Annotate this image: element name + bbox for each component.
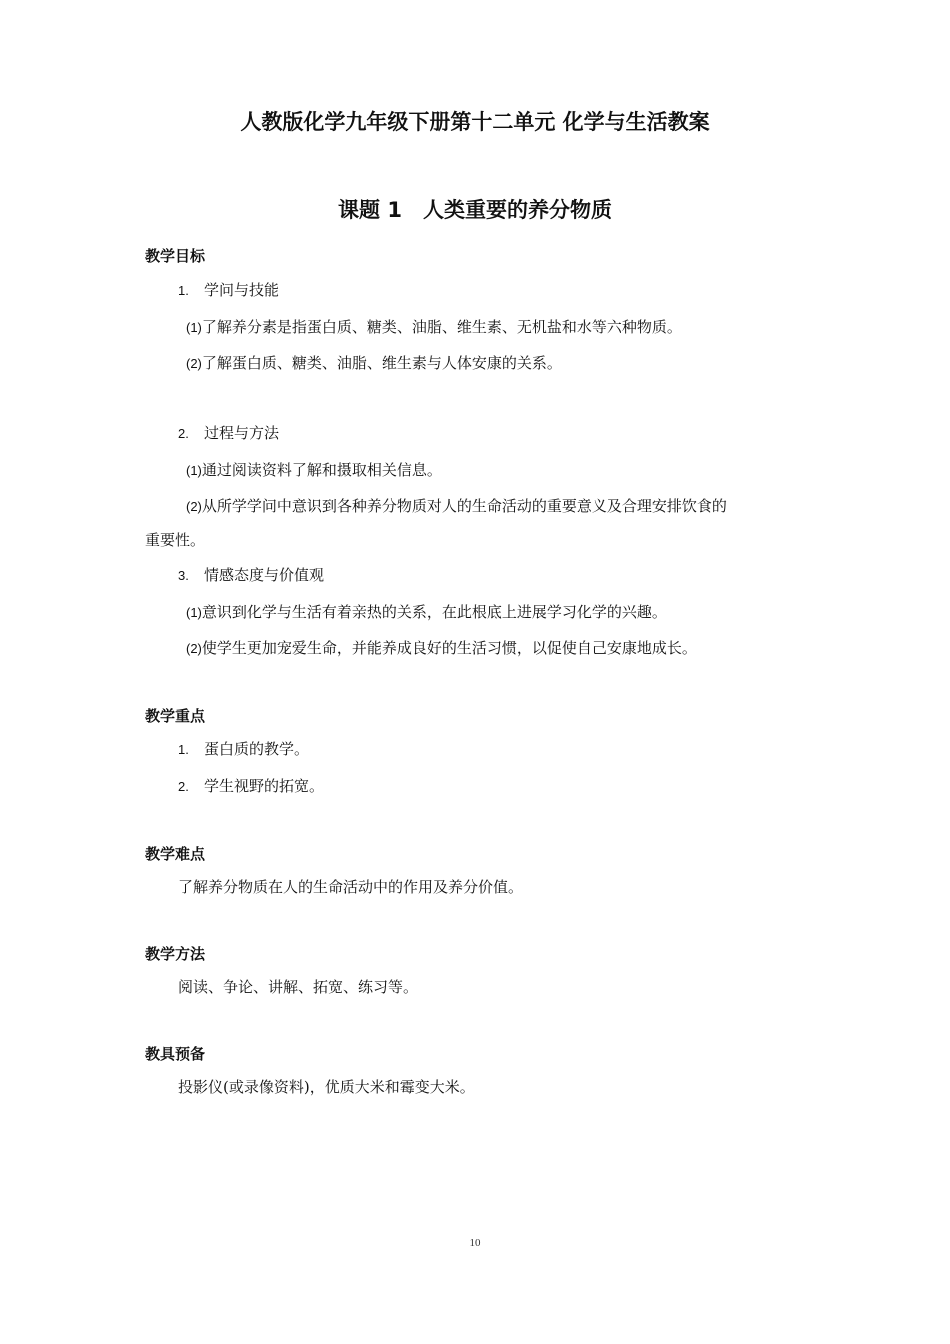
- objective-label: 过程与方法: [204, 424, 280, 442]
- key-point-text: 学生视野的拓宽。: [204, 777, 325, 795]
- objective-point: [186, 601, 667, 622]
- objective-label: 情感态度与价值观: [204, 566, 325, 584]
- key-point-number: 1.: [178, 742, 189, 757]
- objective-point: [186, 352, 562, 373]
- objective-point: [186, 637, 697, 658]
- document-title: 人教版化学九年级下册第十二单元 化学与生活教案: [240, 110, 710, 134]
- objective-item: [178, 279, 279, 300]
- objective-number: 2.: [178, 426, 189, 441]
- methods-heading: 教学方法: [145, 945, 206, 963]
- objective-item: [178, 564, 324, 585]
- point-continuation: 重要性。: [145, 531, 206, 549]
- difficulties-heading: 教学难点: [145, 845, 206, 863]
- point-text: 意识到化学与生活有着亲热的关系，在此根底上进展学习化学的兴趣。: [201, 603, 667, 621]
- key-point-number: 2.: [178, 779, 189, 794]
- objective-label: 学问与技能: [204, 281, 280, 299]
- objective-number: 1.: [178, 283, 189, 298]
- point-text: 通过阅读资料了解和摄取相关信息。: [201, 461, 442, 479]
- tools-heading: 教具预备: [145, 1045, 206, 1063]
- objective-item: [178, 422, 279, 443]
- key-points-heading: 教学重点: [145, 707, 206, 725]
- objective-number: 3.: [178, 568, 189, 583]
- objective-point: [186, 316, 682, 337]
- tools-text: 投影仪(或录像资料)，优质大米和霉变大米。: [178, 1078, 475, 1096]
- page-number: 10: [469, 1237, 481, 1249]
- point-number: (1): [186, 320, 202, 335]
- point-text: 了解蛋白质、糖类、油脂、维生素与人体安康的关系。: [201, 354, 562, 372]
- point-number: (2): [186, 499, 202, 514]
- objectives-heading: 教学目标: [145, 247, 206, 265]
- lesson-title: 课题 1 人类重要的养分物质: [338, 198, 612, 222]
- point-number: (2): [186, 356, 202, 371]
- point-text: 从所学学问中意识到各种养分物质对人的生命活动的重要意义及合理安排饮食的: [201, 497, 727, 515]
- key-point-text: 蛋白质的教学。: [204, 740, 310, 758]
- point-text: 使学生更加宠爱生命，并能养成良好的生活习惯，以促使自己安康地成长。: [201, 639, 697, 657]
- objective-point: [186, 459, 442, 480]
- point-number: (2): [186, 641, 202, 656]
- point-number: (1): [186, 463, 202, 478]
- difficulties-text: 了解养分物质在人的生命活动中的作用及养分价值。: [178, 878, 524, 896]
- point-number: (1): [186, 605, 202, 620]
- methods-text: 阅读、争论、讲解、拓宽、练习等。: [178, 978, 419, 996]
- objective-point: [186, 495, 727, 516]
- key-point-item: [178, 738, 309, 759]
- point-text: 了解养分素是指蛋白质、糖类、油脂、维生素、无机盐和水等六种物质。: [201, 318, 682, 336]
- key-point-item: [178, 775, 324, 796]
